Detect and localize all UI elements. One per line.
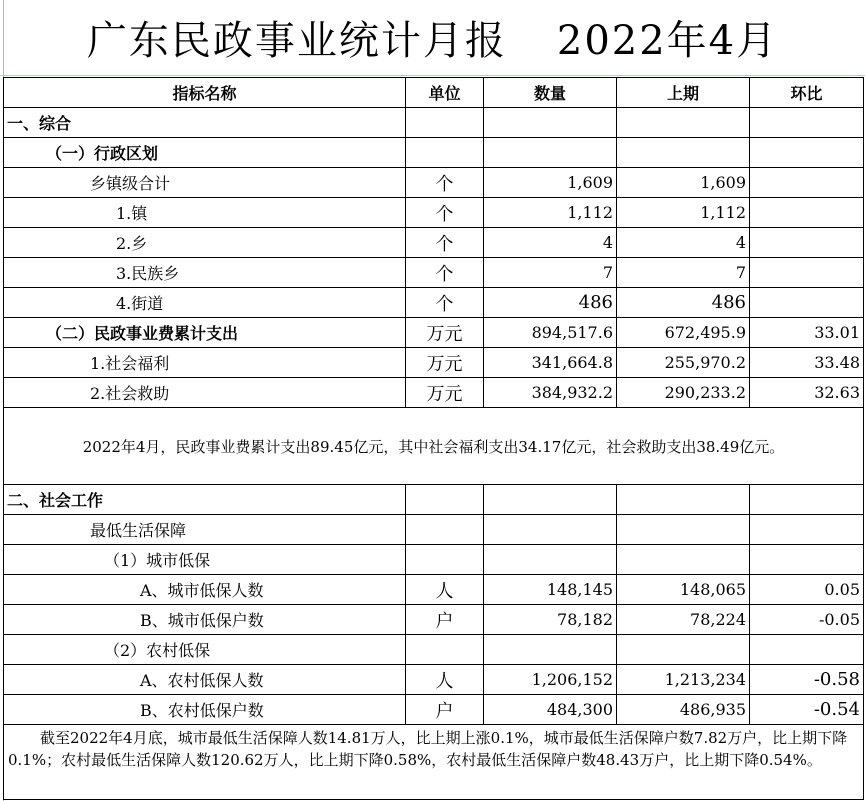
row-prev: 486,935 <box>617 695 750 725</box>
row-prev: 255,970.2 <box>617 348 750 378</box>
title-period: 2022年4月 <box>556 18 779 64</box>
row-ratio: -0.54 <box>750 695 864 725</box>
row-qty: 894,517.6 <box>484 318 617 348</box>
row-qty: 1,112 <box>484 198 617 228</box>
row-name: 4.街道 <box>4 288 406 318</box>
row-qty: 341,664.8 <box>484 348 617 378</box>
row-unit: 人 <box>406 575 484 605</box>
table-row <box>4 665 864 695</box>
header-ratio: 环比 <box>750 78 864 108</box>
row-unit: 万元 <box>406 348 484 378</box>
note-row <box>4 725 864 800</box>
note-row <box>4 408 864 485</box>
row-name: B、城市低保户数 <box>4 605 406 635</box>
header-name: 指标名称 <box>4 78 406 108</box>
row-unit: 个 <box>406 258 484 288</box>
subsection-row <box>4 138 864 168</box>
table-row <box>4 288 864 318</box>
section-row <box>4 108 864 138</box>
row-name: 2.社会救助 <box>4 378 406 408</box>
subsection-row <box>4 318 864 348</box>
row-prev: 1,213,234 <box>617 665 750 695</box>
row-qty: 384,932.2 <box>484 378 617 408</box>
row-qty: 4 <box>484 228 617 258</box>
title-main: 广东民政事业统计月报 <box>86 18 507 64</box>
row-unit: 万元 <box>406 378 484 408</box>
row-ratio <box>750 228 864 258</box>
subsection-row <box>4 545 864 575</box>
row-name: B、农村低保户数 <box>4 695 406 725</box>
row-prev: 78,224 <box>617 605 750 635</box>
row-qty: 486 <box>484 288 617 318</box>
table-row <box>4 348 864 378</box>
table-row <box>4 695 864 725</box>
row-ratio: -0.05 <box>750 605 864 635</box>
table-header-row <box>4 78 864 108</box>
subsection-label: （一）行政区划 <box>4 138 406 168</box>
row-name: A、农村低保人数 <box>4 665 406 695</box>
row-ratio: 32.63 <box>750 378 864 408</box>
subsection-label: （二）民政事业费累计支出 <box>4 318 406 348</box>
row-ratio: 33.48 <box>750 348 864 378</box>
row-prev: 148,065 <box>617 575 750 605</box>
row-unit: 人 <box>406 665 484 695</box>
table-row <box>4 575 864 605</box>
row-ratio <box>750 168 864 198</box>
table-row <box>4 198 864 228</box>
subsection-row <box>4 515 864 545</box>
report-title <box>0 0 865 76</box>
row-ratio <box>750 198 864 228</box>
expenditure-note: 2022年4月，民政事业费累计支出89.45亿元，其中社会福利支出34.17亿元，社会救助支出38.49亿元。 <box>4 408 864 485</box>
row-name: 2.乡 <box>4 228 406 258</box>
section-row <box>4 485 864 515</box>
stats-table <box>3 77 864 800</box>
row-name: 乡镇级合计 <box>4 168 406 198</box>
row-unit: 万元 <box>406 318 484 348</box>
table-row <box>4 605 864 635</box>
row-prev: 486 <box>617 288 750 318</box>
row-prev: 1,609 <box>617 168 750 198</box>
row-ratio: 33.01 <box>750 318 864 348</box>
subsection-label: 最低生活保障 <box>4 515 406 545</box>
row-qty: 78,182 <box>484 605 617 635</box>
subsistence-note <box>4 725 864 800</box>
row-unit: 个 <box>406 288 484 318</box>
subsection-label: （2）农村低保 <box>4 635 406 665</box>
row-prev: 7 <box>617 258 750 288</box>
row-name: A、城市低保人数 <box>4 575 406 605</box>
header-prev: 上期 <box>617 78 750 108</box>
row-qty: 148,145 <box>484 575 617 605</box>
row-ratio <box>750 258 864 288</box>
table-row <box>4 168 864 198</box>
table-row <box>4 228 864 258</box>
row-name: 1.社会福利 <box>4 348 406 378</box>
row-qty: 7 <box>484 258 617 288</box>
row-qty: 1,609 <box>484 168 617 198</box>
section-label: 二、社会工作 <box>4 485 406 515</box>
row-unit: 户 <box>406 605 484 635</box>
row-unit: 个 <box>406 168 484 198</box>
table-row <box>4 378 864 408</box>
row-unit: 个 <box>406 198 484 228</box>
row-name: 3.民族乡 <box>4 258 406 288</box>
section-label: 一、综合 <box>4 108 406 138</box>
row-name: 1.镇 <box>4 198 406 228</box>
subsection-label: （1）城市低保 <box>4 545 406 575</box>
header-unit: 单位 <box>406 78 484 108</box>
subsection-row <box>4 635 864 665</box>
row-qty: 1,206,152 <box>484 665 617 695</box>
row-prev: 672,495.9 <box>617 318 750 348</box>
row-prev: 4 <box>617 228 750 258</box>
header-qty: 数量 <box>484 78 617 108</box>
table-row <box>4 258 864 288</box>
row-qty: 484,300 <box>484 695 617 725</box>
row-unit: 个 <box>406 228 484 258</box>
row-unit: 户 <box>406 695 484 725</box>
row-prev: 1,112 <box>617 198 750 228</box>
row-ratio: -0.58 <box>750 665 864 695</box>
row-prev: 290,233.2 <box>617 378 750 408</box>
row-ratio: 0.05 <box>750 575 864 605</box>
subsistence-note-text: 截至2022年4月底，城市最低生活保障人数14.81万人，比上期上涨0.1%，城市最低生活保障户数7.82万户，比上期下降0.1%；农村最低生活保障人数120.62万人，比上期下降0.58%，农村最低生活保障户数48.43万户，比上期下降0.54%。 <box>8 729 848 769</box>
row-ratio <box>750 288 864 318</box>
